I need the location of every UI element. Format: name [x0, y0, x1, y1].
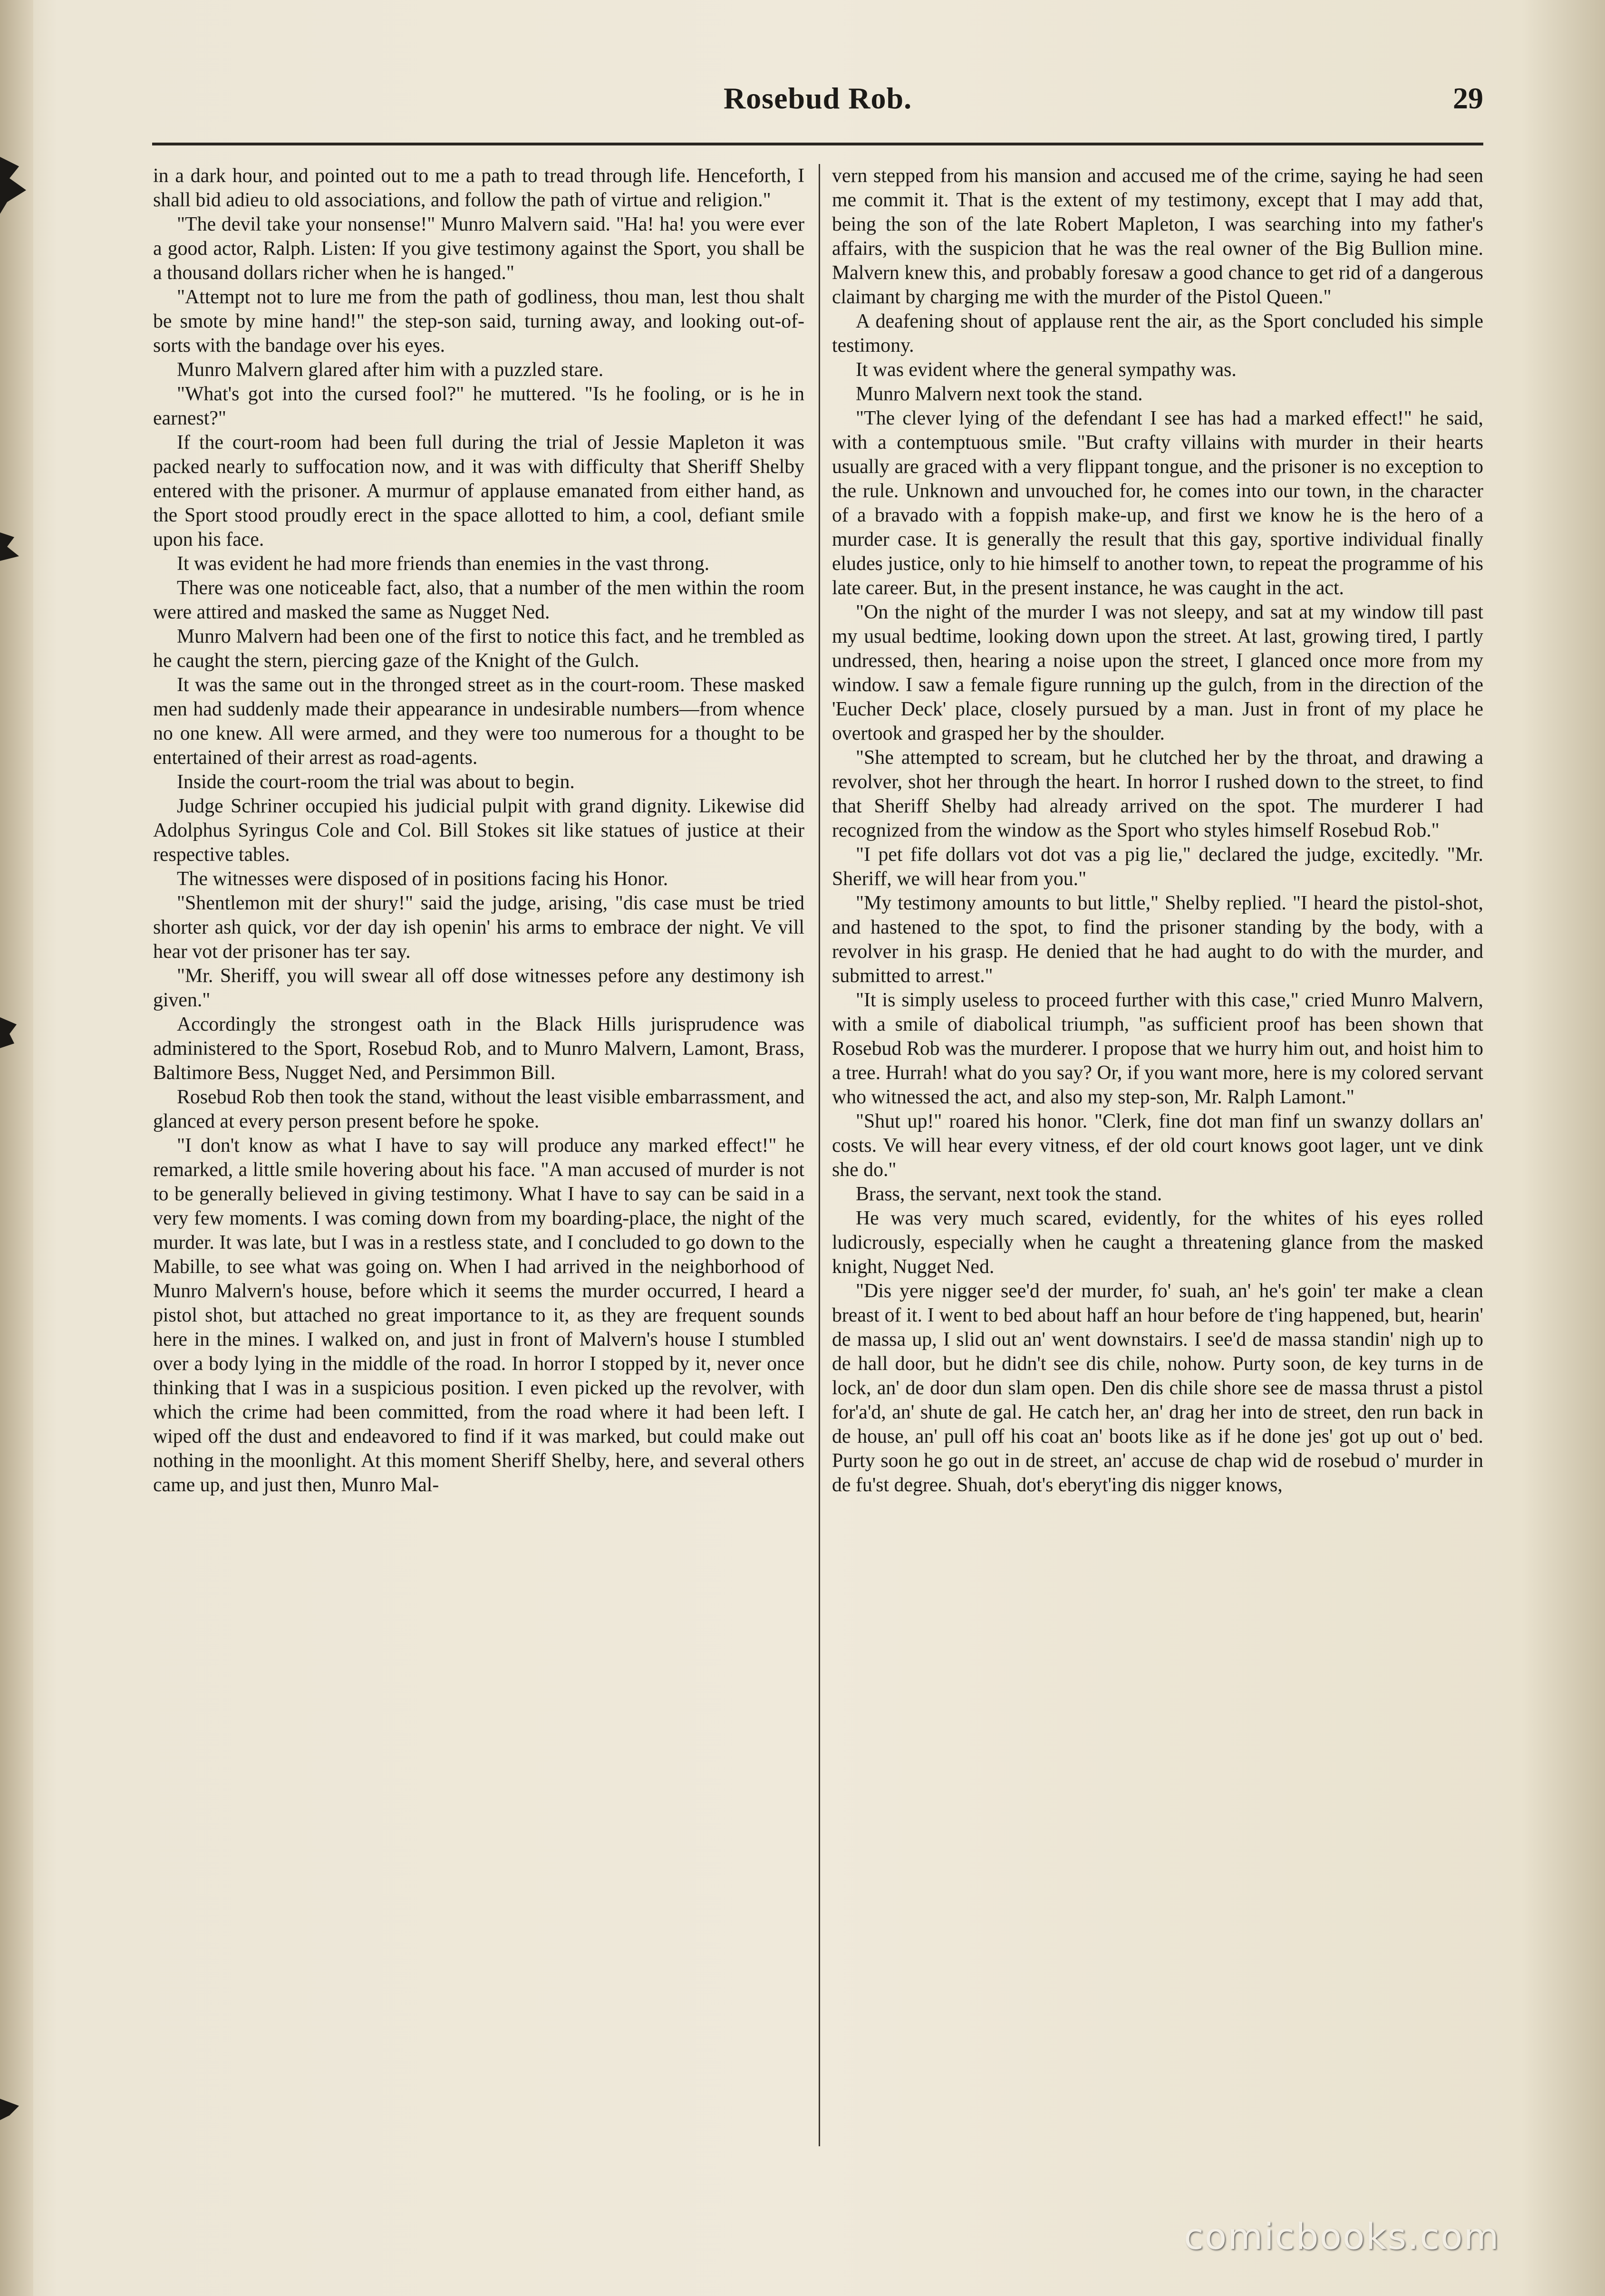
torn-edge-mark [0, 1003, 29, 1060]
header-rule [152, 143, 1483, 145]
paragraph: "It is simply useless to proceed further with this case," cried Munro Malvern, with a smile of diabolical triumph, "as sufficient proof has been shown that Rosebud Rob was the murderer. I propose that we hurry him out, and hoist him to a tree. Hurrah! what do you say? Or, if you want more, here is my colored servant who witnessed the act, and also my step-son, Mr. Ralph Lamont." [832, 989, 1483, 1108]
paragraph: If the court-room had been full during the trial of Jessie Mapleton it was packed nearly to suffocation now, and it was with difficulty that Sheriff Shelby entered with the prisoner. A murmur of applause emanated from either hand, as the Sport stood proudly erect in the space allotted to him, a cool, defiant smile upon his face. [153, 432, 804, 550]
paragraph: "Dis yere nigger see'd der murder, fo' suah, an' he's goin' ter make a clean breast of it. I went to bed about haff an hour before de t'ing happened, but, hearin' de massa up, I slid out an' went downstairs. I see'd de massa standin' nigh up to de hall door, but he didn't see dis chile, nohow. Purty soon, de key turns in de lock, an' de door dun slam open. Den dis chile shore see de massa thrust a pistol for'a'd, an' shute de gal. He catch her, an' drag her into de street, den run back in de house, an' pull off his coat an' boots like as if he done jes' got up out o' bed. Purty soon he go out in de street, an' accuse de chap wid de rosebud o' murder in de fu'st degree. Shuah, dot's eberyt'ing dis nigger knows, [832, 1280, 1483, 1496]
paragraph: "Attempt not to lure me from the path of godliness, thou man, lest thou shalt be smote by mine hand!" the step-son said, turning away, and looking out-of-sorts with the bandage over his eyes. [153, 286, 804, 357]
paragraph: "My testimony amounts to but little," Shelby replied. "I heard the pistol-shot, and hastened to the spot, to find the prisoner standing by the body, with a revolver in his grasp. He denied that he had aught to do with the murder, and submitted to arrest." [832, 892, 1483, 987]
paragraph: Munro Malvern had been one of the first to notice this fact, and he trembled as he caught the stern, piercing gaze of the Knight of the Gulch. [153, 626, 804, 672]
paragraph: Munro Malvern glared after him with a puzzled stare. [177, 359, 604, 381]
paragraph: "On the night of the murder I was not sleepy, and sat at my window till past my usual bedtime, looking down upon the street. At last, growing tired, I partly undressed, then, hearing a noise upon the street, I glanced once more from my window. I saw a female figure running up the gulch, from in the direction of the 'Eucher Deck' place, closely pursued by a man. Just in front of my place he overtook and grasped her by the shoulder. [832, 601, 1483, 744]
paragraph: "The clever lying of the defendant I see has had a marked effect!" he said, with a contemptuous smile. "But crafty villains with murder in their hearts usually are graced with a very flippant tongue, and the prisoner is no exception to the rule. Unknown and unvouched for, he comes into our town, in the character of a bravado with a foppish make-up, and first we know he is the hero of a murder case. It is generally the result that this gay, sportive individual finally eludes justice, only to hie himself to another town, to repeat the programme of his late career. But, in the present instance, he was caught in the act. [832, 407, 1483, 599]
paragraph: There was one noticeable fact, also, that a number of the men within the room were attired and masked the same as Nugget Ned. [153, 577, 804, 623]
paragraph: Judge Schriner occupied his judicial pulpit with grand dignity. Likewise did Adolphus Syringus Cole and Col. Bill Stokes sit like statues of justice at their respective tables. [153, 795, 804, 866]
text-column-right [832, 164, 1483, 2146]
column-divider [819, 164, 820, 2146]
running-title: Rosebud Rob. [723, 81, 912, 115]
paragraph: Rosebud Rob then took the stand, without the least visible embarrassment, and glanced at every person present before he spoke. [153, 1086, 804, 1132]
paragraph: "I pet fife dollars vot dot vas a pig lie," declared the judge, excitedly. "Mr. Sheriff, we will hear from you." [832, 844, 1483, 890]
paragraph: "What's got into the cursed fool?" he muttered. "Is he fooling, or is he in earnest?" [153, 383, 804, 429]
paragraph: It was evident he had more friends than enemies in the vast throng. [177, 553, 710, 575]
paragraph: vern stepped from his mansion and accused me of the crime, saying he had seen me commit it. That is the extent of my testimony, except that I may add that, being the son of the late Robert Mapleton, I was searching into my father's affairs, with the suspicion that he was the real owner of the Big Bullion mine. Malvern knew this, and probably foresaw a good chance to get rid of a dangerous claimant by charging me with the murder of the Pistol Queen." [832, 165, 1483, 308]
page-header [152, 71, 1483, 147]
torn-edge-mark [0, 157, 29, 214]
paragraph: The witnesses were disposed of in positions facing his Honor. [177, 868, 668, 890]
paragraph: in a dark hour, and pointed out to me a path to tread through life. Henceforth, I shall bid adieu to old associations, and follow the path of virtue and religion." [153, 165, 804, 211]
paragraph: Accordingly the strongest oath in the Black Hills jurisprudence was administered to the Sport, Rosebud Rob, and to Munro Malvern, Lamont, Brass, Baltimore Bess, Nugget Ned, and Persimmon Bill. [153, 1013, 804, 1084]
paragraph: It was the same out in the thronged street as in the court-room. These masked men had suddenly made their appearance in undesirable numbers—from whence no one knew. All were armed, and they were too numerous for a thought to be entertained of their arrest as road-agents. [153, 674, 804, 769]
paragraph: "She attempted to scream, but he clutched her by the throat, and drawing a revolver, shot her through the heart. In horror I rushed down to the street, to find that Sheriff Shelby had already arrived on the spot. The murderer I had recognized from the window as the Sport who styles himself Rosebud Rob." [832, 747, 1483, 841]
paragraph: He was very much scared, evidently, for the whites of his eyes rolled ludicrously, especially when he caught a threatening glance from the masked knight, Nugget Ned. [832, 1207, 1483, 1278]
paragraph: Munro Malvern next took the stand. [856, 383, 1143, 405]
paragraph: Inside the court-room the trial was about to begin. [177, 771, 575, 793]
paragraph: "The devil take your nonsense!" Munro Malvern said. "Ha! ha! you were ever a good actor, Ralph. Listen: If you give testimony against the Sport, you shall be a thousand dollars richer when he is hanged." [153, 213, 804, 284]
paragraph: "Mr. Sheriff, you will swear all off dose witnesses pefore any destimony ish given." [153, 965, 804, 1011]
text-column-left [153, 164, 804, 2146]
site-watermark: comicbooks.com [1184, 2215, 1500, 2257]
torn-edge-mark [0, 2082, 29, 2139]
paragraph: "Shentlemon mit der shury!" said the judge, arising, "dis case must be tried shorter ash quick, vor der day ish openin' his arms to embrace der night. Ve vill hear vot der prisoner has ter say. [153, 892, 804, 963]
paragraph: Brass, the servant, next took the stand. [856, 1183, 1162, 1205]
paragraph: A deafening shout of applause rent the air, as the Sport concluded his simple testimony. [832, 310, 1483, 357]
torn-edge-mark [0, 518, 29, 575]
page-binding-edge [0, 0, 33, 2296]
paragraph: "Shut up!" roared his honor. "Clerk, fine dot man finf un swanzy dollars an' costs. Ve will hear every vitness, ef der old court knows goot lager, unt ve dink she do." [832, 1110, 1483, 1181]
paragraph: It was evident where the general sympathy was. [856, 359, 1237, 381]
page-number: 29 [1453, 81, 1483, 115]
paragraph: "I don't know as what I have to say will produce any marked effect!" he remarked, a little smile hovering about his face. "A man accused of murder is not to be generally believed in giving testimony. What I have to say can be said in a very few moments. I was coming down from my boarding-place, the night of the murder. It was late, but I was in a restless state, and I concluded to go down to the Mabille, to see what was going on. When I had arrived in the neighborhood of Munro Malvern's house, before which it seems the murder occurred, I heard a pistol shot, but attached no great importance to it, as they are frequent sounds here in the mines. I walked on, and just in front of Malvern's house I stumbled over a body lying in the middle of the road. In horror I stopped by it, never once thinking that I was in a suspicious position. I even picked up the revolver, with which the crime had been committed, from the road where it had been left. I wiped off the dust and endeavored to find if it was marked, but could make out nothing in the moonlight. At this moment Sheriff Shelby, here, and several others came up, and just then, Munro Mal- [153, 1135, 804, 1496]
